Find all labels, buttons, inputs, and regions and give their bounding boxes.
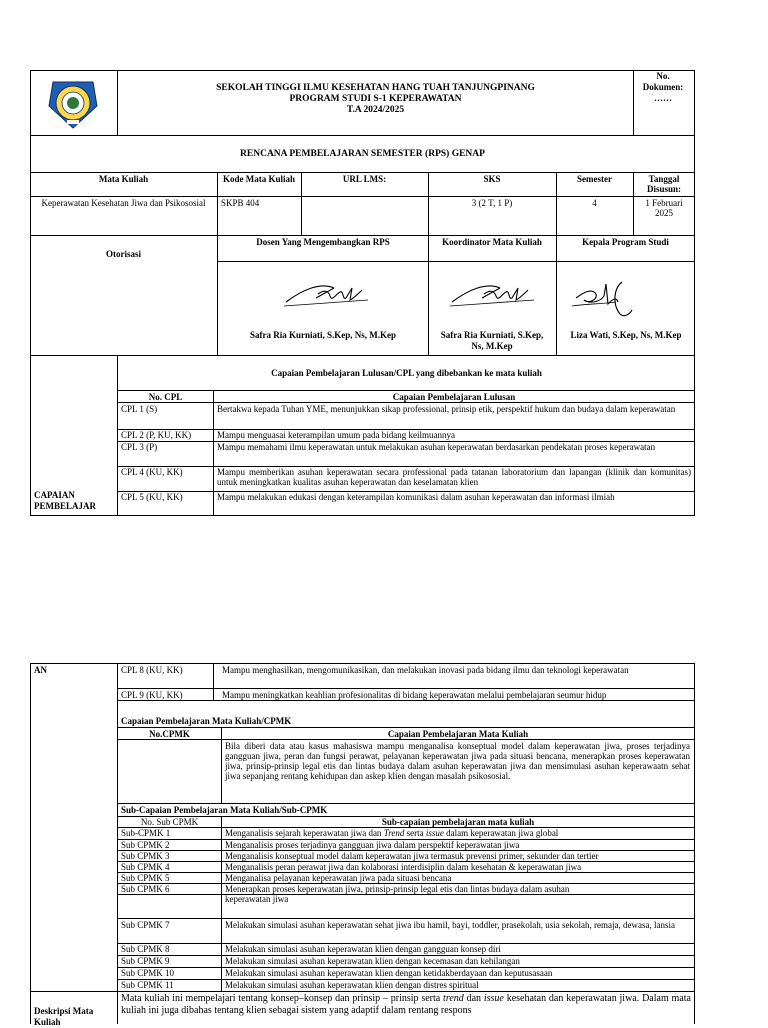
description-label: Deskripsi Mata Kuliah <box>34 1006 94 1027</box>
institution-name: SEKOLAH TINGGI ILMU KESEHATAN HANG TUAH TANJUNGPINANG <box>216 83 535 93</box>
cpl-section-title: Capaian Pembelajaran Lulusan/CPL yang dibebankan ke mata kuliah <box>271 368 542 378</box>
sub-cpmk-no-header: No. Sub CPMK <box>140 817 199 827</box>
cpl-description: Mampu memberikan asuhan keperawatan secara professional pada tatanan laboratorium dan lapangan (klinik dan komunitas) untuk meningkatkan kualitas asuhan keperawatan dan keselamatan klien <box>217 467 691 487</box>
developer-signature <box>282 276 372 312</box>
cpl-number: CPL 9 (KU, KK) <box>121 690 183 700</box>
date-header: Tanggal Disusun: <box>646 174 682 194</box>
cpl-description: Bertakwa kepada Tuhan YME, menunjukkan sikap professional, prinsip etik, perspektif hukum dan budaya dalam keperawatan <box>217 404 676 414</box>
cpl-number: CPL 1 (S) <box>121 404 158 414</box>
head-title: Kepala Program Studi <box>582 237 669 247</box>
rps-title: RENCANA PEMBELAJARAN SEMESTER (RPS) GENAP <box>240 149 485 159</box>
sub-cpmk-number: Sub CPMK 8 <box>121 944 170 954</box>
sub-cpmk-description: Menganalisis peran perawat jiwa dan kolaborasi interdisiplin dalam kesehatan & keperawatan jiwa <box>225 862 582 872</box>
sub-cpmk-description: Melakukan simulasi asuhan keperawatan klien dengan kecemasan dan kehilangan <box>225 956 520 966</box>
developer-title: Dosen Yang Mengembangkan RPS <box>256 237 390 247</box>
program-name: PROGRAM STUDI S-1 KEPERAWATAN <box>289 94 462 104</box>
cpl-number: CPL 5 (KU, KK) <box>121 492 183 502</box>
cpl-desc-header: Capaian Pembelajaran Lulusan <box>392 392 516 402</box>
institution-logo <box>45 76 101 132</box>
coordinator-signature <box>448 276 538 312</box>
sub-cpmk-description: Melakukan simulasi asuhan keperawatan klien dengan ketidakberdayaan dan keputusasaan <box>225 968 553 978</box>
lms-header: URL LMS: <box>342 174 387 184</box>
cpl-no-header: No. CPL <box>148 392 183 402</box>
sub-cpmk-description: Menganalisis konseptual model dalam keperawatan jiwa termasuk prevensi primer, sekunder dan tertier <box>225 851 599 861</box>
course-name: Keperawatan Kesehatan Jiwa dan Psikososial <box>41 198 206 208</box>
coordinator-name: Safra Ria Kurniati, S.Kep, Ns, M.Kep <box>440 330 544 351</box>
sub-cpmk-number: Sub CPMK 2 <box>121 840 170 850</box>
cpmk-description: Bila diberi data atau kasus mahasiswa mampu menganalisa konseptual model dalam keperawatan jiwa, proses terjadinya gangguan jiwa, peran dan fungsi perawat, pelayanan keperawatan jiwa pada situasi bencana, menerapkan proses keperawatan jiwa, prinsip-prinsip legal etis dan lintas budaya dalam asuhan keperawatan jiwa dan mensimulasi asuhan keperawaatn sehat jiwa sepanjang rentang kehidupan dan askep klien dengan masalah psikososial. <box>225 741 690 781</box>
sub-cpmk-description: Melakukan simulasi asuhan keperawatan klien dengan distres spiritual <box>225 980 479 990</box>
sub-cpmk-description: Menganalisis sejarah keperawatan jiwa dan Trend serta issue dalam keperawatan jiwa global <box>225 828 559 838</box>
head-name: Liza Wati, S.Kep, Ns, M.Kep <box>570 330 682 340</box>
authorization-label: Otorisasi <box>106 249 141 259</box>
sub-cpmk-number: Sub-CPMK 1 <box>121 828 171 838</box>
sks-header: SKS <box>483 174 501 184</box>
course-code: SKPB 404 <box>221 198 260 208</box>
sub-cpmk-number: Sub CPMK 11 <box>121 980 174 990</box>
sub-cpmk-description: Menganalisis proses terjadinya gangguan jiwa dalam perspektif keperawatan jiwa <box>225 840 520 850</box>
semester-header: Semester <box>577 174 612 184</box>
course-header: Mata Kuliah <box>98 174 149 184</box>
cpmk-section-title: Capaian Pembelajaran Mata Kuliah/CPMK <box>121 716 292 726</box>
sub-cpmk-desc-header: Sub-capaian pembelajaran mata kuliah <box>381 817 535 827</box>
capaian-label: CAPAIAN PEMBELAJAR <box>34 490 97 511</box>
cpmk-no-header: No.CPMK <box>149 729 190 739</box>
academic-year: T.A 2024/2025 <box>346 105 405 115</box>
sub-cpmk-number: Sub CPMK 7 <box>121 920 170 930</box>
sub-cpmk-number: Sub CPMK 3 <box>121 851 170 861</box>
code-header: Kode Mata Kuliah <box>222 174 295 184</box>
capaian-label-continued: AN <box>34 665 47 675</box>
cpl-description: Mampu meningkatkan keahlian profesionalitas di bidang keperawatan melalui pembelajaran seumur hidup <box>222 690 607 700</box>
date-value: 1 Februari 2025 <box>645 198 683 218</box>
developer-name: Safra Ria Kurniati, S.Kep, Ns, M.Kep <box>249 330 396 340</box>
cpl-number: CPL 8 (KU, KK) <box>121 665 183 675</box>
sub-cpmk-number: Sub CPMK 9 <box>121 956 170 966</box>
sub-cpmk-description: Melakukan simulasi asuhan keperawatan klien dengan gangguan konsep diri <box>225 944 501 954</box>
sub-cpmk-description: Menerapkan proses keperawatan jiwa, prinsip-prinsip legal etis dan lintas budaya dalam asuhan keperawatan jiwa <box>225 884 570 904</box>
sub-cpmk-section-title: Sub-Capaian Pembelajaran Mata Kuliah/Sub-CPMK <box>121 805 328 815</box>
sub-cpmk-number: Sub CPMK 4 <box>121 862 170 872</box>
sub-cpmk-description: Menganalisa pelayanan keperawatan jiwa pada situasi bencana <box>225 873 452 883</box>
doc-number-label: No. Dokumen: <box>642 71 684 92</box>
coordinator-title: Koordinator Mata Kuliah <box>442 237 542 247</box>
sub-cpmk-number: Sub CPMK 5 <box>121 873 170 883</box>
semester-value: 4 <box>592 198 597 208</box>
cpl-number: CPL 4 (KU, KK) <box>121 467 183 477</box>
sks-value: 3 (2 T, 1 P) <box>471 198 513 208</box>
cpl-number: CPL 2 (P, KU, KK) <box>121 430 192 440</box>
cpl-description: Mampu menghasilkan, mengomunikasikan, dan melakukan inovasi pada bidang ilmu dan teknologi keperawatan <box>222 665 629 675</box>
sub-cpmk-number: Sub CPMK 6 <box>121 884 170 894</box>
cpl-number: CPL 3 (P) <box>121 442 158 452</box>
course-description: Mata kuliah ini mempelajari tentang konsep–konsep dan prinsip – prinsip serta trend dan issue kesehatan dan keperawatan jiwa. Dalam mata kuliah ini juga dibahas tentang klien sebagai sistem yang adaptif dalam rentang respons <box>121 993 691 1016</box>
sub-cpmk-description: Melakukan simulasi asuhan keperawatan sehat jiwa ibu hamil, bayi, toddler, prasekolah, usia sekolah, remaja, dewasa, lansia <box>225 920 675 930</box>
cpl-description: Mampu melakukan edukasi dengan keterampilan komunikasi dalam asuhan keperawatan dan informasi ilmiah <box>217 492 615 502</box>
cpl-description: Mampu memahami ilmu keperawatan untuk melakukan asuhan keperawatan berdasarkan pendekatan proses keperawatan <box>217 442 656 452</box>
head-signature <box>566 274 646 324</box>
sub-cpmk-number: Sub CPMK 10 <box>121 968 175 978</box>
cpl-description: Mampu menguasai keterampilan umum pada bidang keilmuannya <box>217 430 455 440</box>
doc-number-value: …… <box>654 93 672 103</box>
cpmk-desc-header: Capaian Pembelajaran Mata Kuliah <box>387 729 529 739</box>
